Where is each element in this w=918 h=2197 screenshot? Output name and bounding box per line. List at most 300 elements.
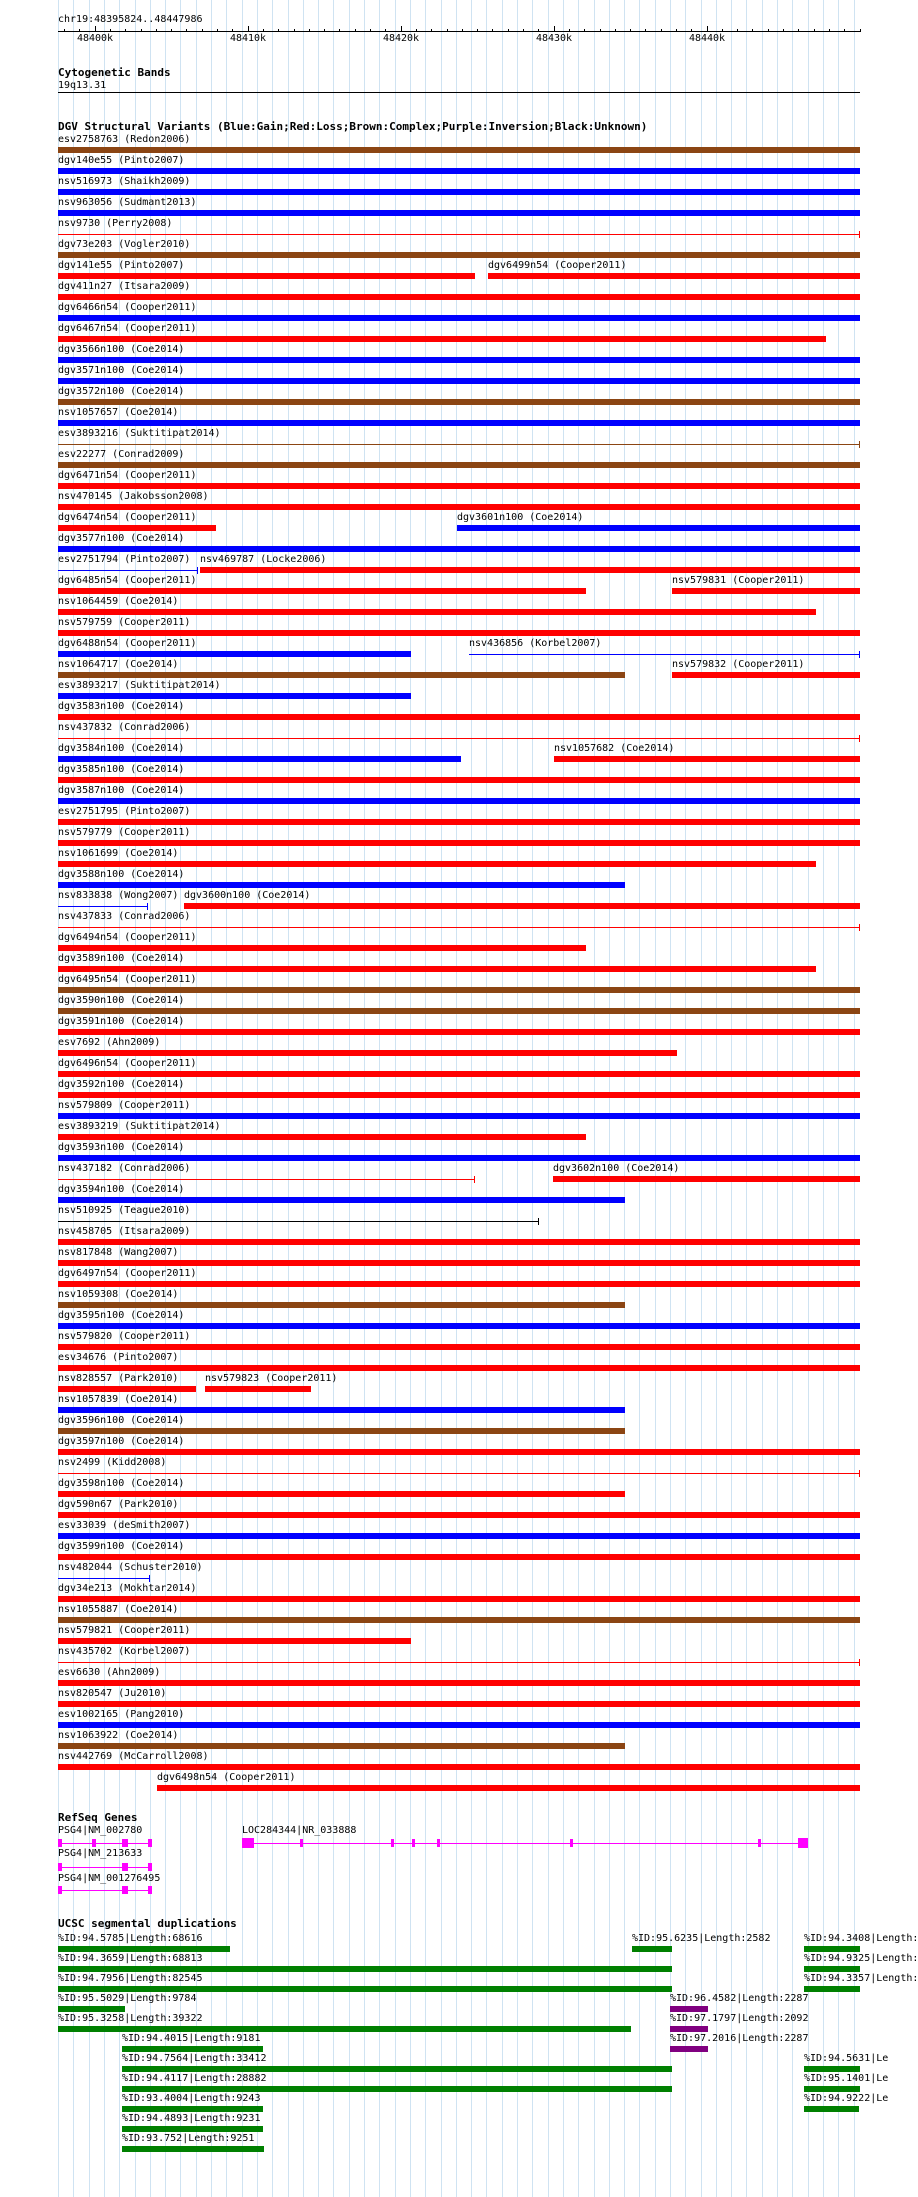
variant-end-cap — [197, 567, 198, 574]
variant-label[interactable]: dgv3587n100 (Coe2014) — [58, 785, 185, 796]
ruler-minor-tick — [523, 29, 524, 32]
variant-bar[interactable] — [58, 861, 816, 867]
segdup-label[interactable]: %ID:95.5029|Length:9784 — [58, 1993, 197, 2004]
variant-label[interactable]: nsv469787 (Locke2006) — [200, 554, 327, 565]
variant-bar[interactable] — [58, 1554, 860, 1560]
variant-label[interactable]: nsv963056 (Sudmant2013) — [58, 197, 197, 208]
variant-label[interactable]: nsv828557 (Park2010) — [58, 1373, 179, 1384]
variant-bar[interactable] — [58, 840, 860, 846]
variant-bar[interactable] — [58, 1302, 625, 1308]
gene-label[interactable]: LOC284344|NR_033888 — [242, 1825, 357, 1836]
variant-bar[interactable] — [58, 1071, 860, 1077]
ruler-tick-label: 48440k — [688, 33, 726, 44]
variant-label[interactable]: dgv3601n100 (Coe2014) — [457, 512, 584, 523]
variant-bar[interactable] — [58, 1386, 196, 1392]
variant-bar[interactable] — [554, 756, 860, 762]
ruler-minor-tick — [339, 29, 340, 32]
gene-label[interactable]: PSG4|NM_002780 — [58, 1825, 143, 1836]
variant-bar[interactable] — [200, 567, 860, 573]
segdup-bar[interactable] — [122, 2126, 263, 2132]
variant-label[interactable]: dgv6497n54 (Cooper2011) — [58, 1268, 197, 1279]
variant-label[interactable]: nsv2499 (Kidd2008) — [58, 1457, 167, 1468]
ruler-minor-tick — [768, 29, 769, 32]
variant-label[interactable]: nsv516973 (Shaikh2009) — [58, 176, 191, 187]
ruler-minor-tick — [844, 29, 845, 32]
gene-exon[interactable] — [242, 1838, 254, 1848]
segdup-bar[interactable] — [804, 1946, 860, 1952]
variant-label[interactable]: dgv140e55 (Pinto2007) — [58, 155, 185, 166]
segdup-bar[interactable] — [122, 2066, 672, 2072]
variant-bar[interactable] — [58, 462, 860, 468]
variant-label[interactable]: esv34676 (Pinto2007) — [58, 1352, 179, 1363]
variant-label[interactable]: dgv141e55 (Pinto2007) — [58, 260, 185, 271]
variant-label[interactable]: dgv411n27 (Itsara2009) — [58, 281, 191, 292]
ruler-minor-tick — [64, 29, 65, 32]
cytoband-label: 19q13.31 — [58, 80, 107, 91]
variant-bar[interactable] — [58, 693, 411, 699]
variant-bar[interactable] — [672, 672, 860, 678]
variant-bar[interactable] — [58, 1179, 475, 1180]
variant-label[interactable]: dgv3584n100 (Coe2014) — [58, 743, 185, 754]
ruler-minor-tick — [278, 29, 279, 32]
variant-bar[interactable] — [488, 273, 860, 279]
variant-label[interactable]: nsv482044 (Schuster2010) — [58, 1562, 203, 1573]
segdup-label[interactable]: %ID:94.9325|Length: — [804, 1953, 918, 1964]
ruler-tick-label: 48420k — [382, 33, 420, 44]
variant-bar[interactable] — [157, 1785, 860, 1791]
variant-end-cap — [859, 651, 860, 658]
variant-bar[interactable] — [58, 1596, 860, 1602]
variant-bar[interactable] — [58, 399, 860, 405]
variant-bar[interactable] — [58, 1449, 860, 1455]
gene-intron-line[interactable] — [58, 1843, 152, 1844]
variant-label[interactable]: dgv3594n100 (Coe2014) — [58, 1184, 185, 1195]
variant-label[interactable]: nsv1063922 (Coe2014) — [58, 1730, 179, 1741]
variant-label[interactable]: nsv817848 (Wang2007) — [58, 1247, 179, 1258]
variant-label[interactable]: nsv579779 (Cooper2011) — [58, 827, 191, 838]
segdup-bar[interactable] — [804, 2106, 859, 2112]
variant-label[interactable]: nsv579821 (Cooper2011) — [58, 1625, 191, 1636]
variant-bar[interactable] — [58, 210, 860, 216]
ruler-minor-tick — [798, 29, 799, 32]
ruler-minor-tick — [600, 29, 601, 32]
variant-bar[interactable] — [58, 1491, 625, 1497]
gene-intron-line[interactable] — [58, 1867, 152, 1868]
variant-bar[interactable] — [58, 630, 860, 636]
variant-bar[interactable] — [58, 1197, 625, 1203]
variant-bar[interactable] — [58, 273, 475, 279]
variant-label[interactable]: nsv1055887 (Coe2014) — [58, 1604, 179, 1615]
segdup-bar[interactable] — [804, 1986, 860, 1992]
segdup-label[interactable]: %ID:93.752|Length:9251 — [122, 2133, 255, 2144]
segdup-label[interactable]: %ID:95.6235|Length:2582 — [632, 1933, 771, 1944]
variant-bar[interactable] — [58, 882, 625, 888]
variant-bar[interactable] — [58, 1008, 860, 1014]
gene-exon[interactable] — [122, 1839, 128, 1847]
segdup-bar[interactable] — [58, 2026, 631, 2032]
ruler-minor-tick — [156, 29, 157, 32]
variant-bar[interactable] — [457, 525, 860, 531]
segdup-label[interactable]: %ID:94.4893|Length:9231 — [122, 2113, 261, 2124]
variant-bar[interactable] — [58, 1029, 860, 1035]
gene-exon[interactable] — [391, 1839, 394, 1847]
gene-exon[interactable] — [58, 1863, 62, 1871]
variant-bar[interactable] — [58, 168, 860, 174]
gene-exon[interactable] — [122, 1863, 128, 1871]
variant-label[interactable]: nsv1064459 (Coe2014) — [58, 596, 179, 607]
variant-bar[interactable] — [58, 1578, 150, 1579]
ruler-minor-tick — [171, 29, 172, 32]
variant-bar[interactable] — [58, 777, 860, 783]
segdup-label[interactable]: %ID:93.4004|Length:9243 — [122, 2093, 261, 2104]
variant-bar[interactable] — [58, 570, 198, 571]
variant-bar[interactable] — [58, 420, 860, 426]
gene-exon[interactable] — [758, 1839, 761, 1847]
segdup-bar[interactable] — [58, 1986, 672, 1992]
ruler-tick-label: 48410k — [229, 33, 267, 44]
variant-end-cap — [859, 735, 860, 742]
gene-intron-line[interactable] — [242, 1843, 808, 1844]
segdup-label[interactable]: %ID:95.3258|Length:39322 — [58, 2013, 203, 2024]
segdup-label[interactable]: %ID:94.9222|Le — [804, 2093, 889, 2104]
segdup-bar[interactable] — [804, 2086, 860, 2092]
variant-label[interactable]: dgv3593n100 (Coe2014) — [58, 1142, 185, 1153]
segdup-label[interactable]: %ID:94.5631|Le — [804, 2053, 889, 2064]
variant-bar[interactable] — [58, 1764, 860, 1770]
gene-exon[interactable] — [58, 1886, 62, 1894]
variant-bar[interactable] — [205, 1386, 311, 1392]
variant-bar[interactable] — [58, 1092, 860, 1098]
variant-label[interactable]: dgv6494n54 (Cooper2011) — [58, 932, 197, 943]
variant-label[interactable]: dgv6495n54 (Cooper2011) — [58, 974, 197, 985]
variant-label[interactable]: dgv3592n100 (Coe2014) — [58, 1079, 185, 1090]
ruler-minor-tick — [661, 29, 662, 32]
variant-label[interactable]: esv22277 (Conrad2009) — [58, 449, 185, 460]
variant-label[interactable]: dgv6499n54 (Cooper2011) — [488, 260, 627, 271]
ruler-minor-tick — [294, 29, 295, 32]
gene-exon[interactable] — [437, 1839, 440, 1847]
ruler-minor-tick — [324, 29, 325, 32]
gene-exon[interactable] — [412, 1839, 415, 1847]
variant-label[interactable]: nsv579831 (Cooper2011) — [672, 575, 805, 586]
variant-label[interactable]: dgv3598n100 (Coe2014) — [58, 1478, 185, 1489]
variant-bar[interactable] — [58, 609, 816, 615]
ruler-minor-tick — [676, 29, 677, 32]
variant-bar[interactable] — [58, 546, 860, 552]
variant-bar[interactable] — [58, 738, 860, 739]
ruler-minor-tick — [232, 29, 233, 32]
variant-bar[interactable] — [58, 1113, 860, 1119]
segdup-bar[interactable] — [58, 1966, 672, 1972]
variant-label[interactable]: esv1002165 (Pang2010) — [58, 1709, 185, 1720]
variant-label[interactable]: nsv820547 (Ju2010) — [58, 1688, 167, 1699]
ruler-minor-tick — [722, 29, 723, 32]
variant-label[interactable]: dgv6485n54 (Cooper2011) — [58, 575, 197, 586]
variant-bar[interactable] — [58, 1680, 860, 1686]
variant-bar[interactable] — [58, 1617, 860, 1623]
variant-bar[interactable] — [58, 714, 860, 720]
variant-label[interactable]: nsv510925 (Teague2010) — [58, 1205, 191, 1216]
gene-label[interactable]: PSG4|NM_001276495 — [58, 1873, 161, 1884]
segdup-label[interactable]: %ID:94.7956|Length:82545 — [58, 1973, 203, 1984]
variant-label[interactable]: dgv6474n54 (Cooper2011) — [58, 512, 197, 523]
variant-label[interactable]: nsv442769 (McCarroll2008) — [58, 1751, 209, 1762]
gene-exon[interactable] — [92, 1839, 96, 1847]
variant-label[interactable]: esv33039 (deSmith2007) — [58, 1520, 191, 1531]
variant-label[interactable]: dgv6471n54 (Cooper2011) — [58, 470, 197, 481]
segdup-bar[interactable] — [804, 2066, 860, 2072]
ruler-minor-tick — [645, 29, 646, 32]
variant-bar[interactable] — [58, 945, 586, 951]
gene-exon[interactable] — [300, 1839, 303, 1847]
variant-bar[interactable] — [58, 315, 860, 321]
variant-label[interactable]: dgv73e203 (Vogler2010) — [58, 239, 191, 250]
variant-bar[interactable] — [184, 903, 860, 909]
variant-label[interactable]: esv3893219 (Suktitipat2014) — [58, 1121, 221, 1132]
variant-label[interactable]: nsv1057682 (Coe2014) — [554, 743, 675, 754]
variant-bar[interactable] — [58, 234, 860, 235]
gene-exon[interactable] — [148, 1886, 152, 1894]
variant-label[interactable]: dgv590n67 (Park2010) — [58, 1499, 179, 1510]
variant-label[interactable]: nsv1061699 (Coe2014) — [58, 848, 179, 859]
variant-label[interactable]: nsv437832 (Conrad2006) — [58, 722, 191, 733]
segdup-label[interactable]: %ID:96.4582|Length:2287 — [670, 1993, 809, 2004]
variant-label[interactable]: esv7692 (Ahn2009) — [58, 1037, 161, 1048]
ruler-minor-tick — [416, 29, 417, 32]
variant-bar[interactable] — [58, 1533, 860, 1539]
segdup-bar[interactable] — [670, 2026, 708, 2032]
variant-bar[interactable] — [58, 588, 586, 594]
ruler-minor-tick — [95, 29, 96, 32]
variant-bar[interactable] — [58, 1260, 860, 1266]
ruler-minor-tick — [431, 29, 432, 32]
variant-label[interactable]: dgv34e213 (Mokhtar2014) — [58, 1583, 197, 1594]
variant-bar[interactable] — [58, 1662, 860, 1663]
variant-bar[interactable] — [58, 1473, 860, 1474]
ruler-minor-tick — [783, 29, 784, 32]
segdup-bar[interactable] — [122, 2146, 264, 2152]
segdup-label[interactable]: %ID:94.3659|Length:68813 — [58, 1953, 203, 1964]
segdup-label[interactable]: %ID:94.3408|Length: — [804, 1933, 918, 1944]
variant-label[interactable]: dgv3600n100 (Coe2014) — [184, 890, 311, 901]
dgv-track-title[interactable]: DGV Structural Variants (Blue:Gain;Red:Loss;Brown:Complex;Purple:Inversion;Black:Unknown) — [58, 120, 648, 133]
segdup-label[interactable]: %ID:94.5785|Length:68616 — [58, 1933, 203, 1944]
variant-label[interactable]: nsv437182 (Conrad2006) — [58, 1163, 191, 1174]
segdup-bar[interactable] — [670, 2006, 708, 2012]
variant-bar[interactable] — [58, 444, 860, 445]
ruler-minor-tick — [554, 29, 555, 32]
variant-bar[interactable] — [58, 1638, 411, 1644]
ruler-minor-tick — [508, 29, 509, 32]
segdup-label[interactable]: %ID:97.2016|Length:2287 — [670, 2033, 809, 2044]
variant-label[interactable]: nsv833838 (Wong2007) — [58, 890, 179, 901]
variant-bar[interactable] — [58, 1239, 860, 1245]
variant-label[interactable]: dgv3589n100 (Coe2014) — [58, 953, 185, 964]
variant-label[interactable]: dgv3596n100 (Coe2014) — [58, 1415, 185, 1426]
gene-exon[interactable] — [798, 1838, 808, 1848]
variant-bar[interactable] — [58, 1701, 860, 1707]
variant-bar[interactable] — [58, 1281, 860, 1287]
variant-label[interactable]: nsv436856 (Korbel2007) — [469, 638, 602, 649]
ruler-minor-tick — [860, 29, 861, 32]
segdup-bar[interactable] — [670, 2046, 708, 2052]
ruler-minor-tick — [370, 29, 371, 32]
variant-bar[interactable] — [58, 819, 860, 825]
variant-label[interactable]: nsv579820 (Cooper2011) — [58, 1331, 191, 1342]
variant-label[interactable]: dgv6496n54 (Cooper2011) — [58, 1058, 197, 1069]
variant-bar[interactable] — [58, 672, 625, 678]
ruler-minor-tick — [355, 29, 356, 32]
variant-label[interactable]: dgv3602n100 (Coe2014) — [553, 1163, 680, 1174]
segdup-bar[interactable] — [804, 1966, 860, 1972]
variant-label[interactable]: nsv579809 (Cooper2011) — [58, 1100, 191, 1111]
variant-bar[interactable] — [58, 1134, 586, 1140]
gene-exon[interactable] — [148, 1863, 152, 1871]
variant-label[interactable]: nsv1059308 (Coe2014) — [58, 1289, 179, 1300]
variant-label[interactable]: nsv1064717 (Coe2014) — [58, 659, 179, 670]
variant-bar[interactable] — [58, 798, 860, 804]
variant-label[interactable]: esv3893217 (Suktitipat2014) — [58, 680, 221, 691]
variant-bar[interactable] — [58, 504, 860, 510]
segdup-label[interactable]: %ID:94.4015|Length:9181 — [122, 2033, 261, 2044]
variant-bar[interactable] — [58, 1512, 860, 1518]
variant-label[interactable]: nsv458705 (Itsara2009) — [58, 1226, 191, 1237]
variant-label[interactable]: dgv3591n100 (Coe2014) — [58, 1016, 185, 1027]
variant-label[interactable]: esv2751794 (Pinto2007) — [58, 554, 191, 565]
variant-bar[interactable] — [58, 1344, 860, 1350]
ruler-minor-tick — [141, 29, 142, 32]
variant-label[interactable]: nsv579759 (Cooper2011) — [58, 617, 191, 628]
variant-label[interactable]: dgv3599n100 (Coe2014) — [58, 1541, 185, 1552]
variant-label[interactable]: nsv470145 (Jakobsson2008) — [58, 491, 209, 502]
variant-bar[interactable] — [58, 1323, 860, 1329]
segdup-bar[interactable] — [122, 2086, 672, 2092]
variant-label[interactable]: dgv3577n100 (Coe2014) — [58, 533, 185, 544]
variant-bar[interactable] — [58, 189, 860, 195]
variant-end-cap — [859, 441, 860, 448]
variant-bar[interactable] — [58, 378, 860, 384]
variant-label[interactable]: dgv6467n54 (Cooper2011) — [58, 323, 197, 334]
variant-label[interactable]: esv2758763 (Redon2006) — [58, 134, 191, 145]
segdup-label[interactable]: %ID:94.7564|Length:33412 — [122, 2053, 267, 2064]
variant-bar[interactable] — [672, 588, 860, 594]
gene-exon[interactable] — [58, 1839, 62, 1847]
variant-label[interactable]: nsv435702 (Korbel2007) — [58, 1646, 191, 1657]
ruler-minor-tick — [217, 29, 218, 32]
segdup-bar[interactable] — [632, 1946, 672, 1952]
segdup-bar[interactable] — [58, 2006, 125, 2012]
variant-bar[interactable] — [58, 651, 411, 657]
ruler-axis — [58, 31, 860, 32]
segdup-bar[interactable] — [122, 2106, 263, 2112]
gene-exon[interactable] — [122, 1886, 128, 1894]
variant-label[interactable]: dgv3588n100 (Coe2014) — [58, 869, 185, 880]
variant-bar[interactable] — [58, 966, 816, 972]
ruler-minor-tick — [79, 29, 80, 32]
variant-label[interactable]: dgv6488n54 (Cooper2011) — [58, 638, 197, 649]
variant-bar[interactable] — [58, 357, 860, 363]
variant-bar[interactable] — [58, 294, 860, 300]
gene-label[interactable]: PSG4|NM_213633 — [58, 1848, 143, 1859]
variant-label[interactable]: dgv3590n100 (Coe2014) — [58, 995, 185, 1006]
variant-label[interactable]: esv2751795 (Pinto2007) — [58, 806, 191, 817]
variant-label[interactable]: dgv3571n100 (Coe2014) — [58, 365, 185, 376]
ruler-position-label: chr19:48395824..48447986 — [58, 14, 203, 25]
variant-label[interactable]: nsv1057839 (Coe2014) — [58, 1394, 179, 1405]
variant-bar[interactable] — [58, 1722, 860, 1728]
variant-bar[interactable] — [58, 1428, 625, 1434]
segdup-label[interactable]: %ID:97.1797|Length:2092 — [670, 2013, 809, 2024]
gene-exon[interactable] — [570, 1839, 573, 1847]
segdup-label[interactable]: %ID:94.3357|Length: — [804, 1973, 918, 1984]
variant-label[interactable]: dgv3566n100 (Coe2014) — [58, 344, 185, 355]
variant-label[interactable]: nsv579832 (Cooper2011) — [672, 659, 805, 670]
variant-label[interactable]: dgv3583n100 (Coe2014) — [58, 701, 185, 712]
variant-bar[interactable] — [58, 483, 860, 489]
variant-label[interactable]: nsv1057657 (Coe2014) — [58, 407, 179, 418]
variant-bar[interactable] — [58, 1407, 625, 1413]
variant-label[interactable]: dgv6498n54 (Cooper2011) — [157, 1772, 296, 1783]
variant-bar[interactable] — [58, 1743, 625, 1749]
variant-bar[interactable] — [58, 252, 860, 258]
ruler-minor-tick — [615, 29, 616, 32]
variant-label[interactable]: dgv3572n100 (Coe2014) — [58, 386, 185, 397]
variant-label[interactable]: dgv6466n54 (Cooper2011) — [58, 302, 197, 313]
variant-label[interactable]: dgv3597n100 (Coe2014) — [58, 1436, 185, 1447]
variant-bar[interactable] — [58, 756, 461, 762]
variant-label[interactable]: nsv437833 (Conrad2006) — [58, 911, 191, 922]
variant-bar[interactable] — [58, 906, 148, 907]
ruler-minor-tick — [569, 29, 570, 32]
cytoband-line — [58, 92, 860, 93]
variant-bar[interactable] — [58, 1365, 860, 1371]
cytoband-track-title[interactable]: Cytogenetic Bands — [58, 66, 171, 79]
segdup-label[interactable]: %ID:94.4117|Length:28882 — [122, 2073, 267, 2084]
gene-intron-line[interactable] — [58, 1890, 152, 1891]
variant-bar[interactable] — [553, 1176, 860, 1182]
variant-bar[interactable] — [58, 927, 860, 928]
ruler-minor-tick — [462, 29, 463, 32]
variant-label[interactable]: esv6630 (Ahn2009) — [58, 1667, 161, 1678]
variant-label[interactable]: nsv579823 (Cooper2011) — [205, 1373, 338, 1384]
ruler-minor-tick — [447, 29, 448, 32]
variant-bar[interactable] — [58, 1221, 539, 1222]
variant-label[interactable]: nsv9730 (Perry2008) — [58, 218, 173, 229]
variant-end-cap — [859, 1470, 860, 1477]
segdup-label[interactable]: %ID:95.1401|Le — [804, 2073, 889, 2084]
segdup-bar[interactable] — [58, 1946, 230, 1952]
variant-bar[interactable] — [58, 1155, 860, 1161]
segdup-bar[interactable] — [122, 2046, 263, 2052]
variant-bar[interactable] — [58, 987, 860, 993]
variant-label[interactable]: esv3893216 (Suktitipat2014) — [58, 428, 221, 439]
variant-bar[interactable] — [58, 147, 860, 153]
variant-bar[interactable] — [58, 336, 826, 342]
gene-exon[interactable] — [148, 1839, 152, 1847]
variant-bar[interactable] — [58, 1050, 677, 1056]
segdup-track-title[interactable]: UCSC segmental duplications — [58, 1917, 237, 1930]
ruler-tick-label: 48400k — [76, 33, 114, 44]
refseq-track-title[interactable]: RefSeq Genes — [58, 1811, 138, 1824]
variant-label[interactable]: dgv3585n100 (Coe2014) — [58, 764, 185, 775]
variant-bar[interactable] — [469, 654, 860, 655]
ruler-minor-tick — [477, 29, 478, 32]
variant-end-cap — [474, 1176, 475, 1183]
variant-bar[interactable] — [58, 525, 216, 531]
variant-end-cap — [538, 1218, 539, 1225]
variant-label[interactable]: dgv3595n100 (Coe2014) — [58, 1310, 185, 1321]
ruler-minor-tick — [737, 29, 738, 32]
